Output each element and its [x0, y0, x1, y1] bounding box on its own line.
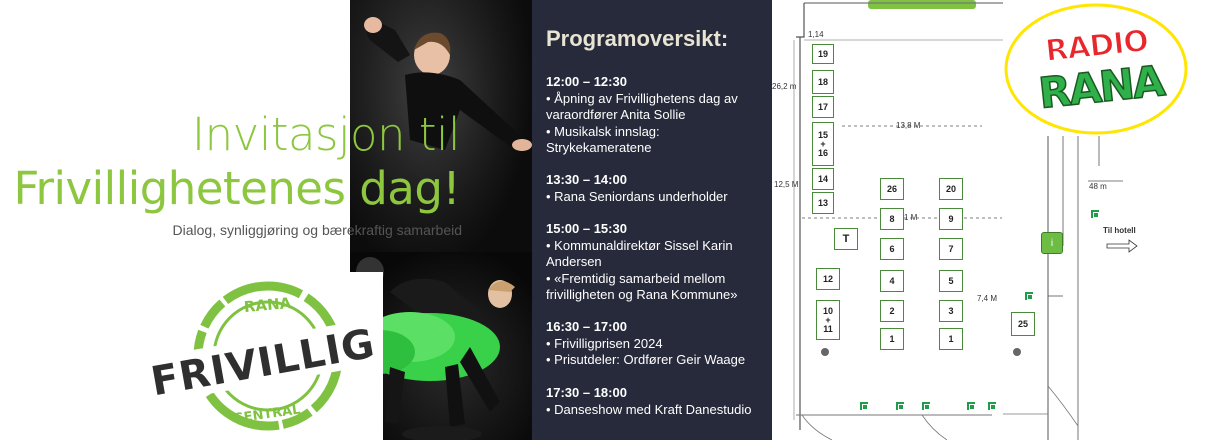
slot-time: 16:30 – 17:00: [546, 319, 627, 334]
slot-line: frivilligheten og Rana Kommune»: [546, 287, 738, 302]
slot-line: • Kommunaldirektør Sissel Karin: [546, 237, 733, 253]
invitation-subtitle: Dialog, synliggjøring og bærekraftig samarbeid: [172, 222, 462, 238]
info-point[interactable]: i: [1041, 232, 1063, 254]
program-slot: [546, 385, 771, 418]
emergency-exit-icon: [967, 402, 975, 410]
program-slot: [546, 319, 771, 369]
invitation-title-line1: Invitasjon til: [191, 108, 460, 161]
emergency-exit-icon: [1025, 292, 1033, 300]
floor-plan-right: [1003, 136, 1207, 440]
stand-2[interactable]: 2: [880, 300, 904, 322]
dim-width-2: 1 M: [904, 213, 918, 222]
svg-text:SENTRAL: SENTRAL: [233, 402, 302, 427]
slot-line: • Musikalsk innslag:: [546, 123, 660, 139]
stand-7[interactable]: 7: [939, 238, 963, 260]
stand-12[interactable]: 12: [816, 268, 840, 290]
stand-8[interactable]: 8: [880, 208, 904, 230]
stand-1b[interactable]: 1: [939, 328, 963, 350]
slot-line: • Frivilligprisen 2024: [546, 335, 663, 351]
program-title: Programoversikt:: [546, 26, 729, 51]
stand-14[interactable]: 14: [812, 168, 834, 190]
program-panel: [532, 0, 772, 440]
stand-18[interactable]: 18: [812, 70, 834, 94]
slot-line: • Prisutdeler: Ordfører Geir Waage: [546, 352, 746, 367]
stand-17[interactable]: 17: [812, 96, 834, 118]
slot-time: 15:00 – 15:30: [546, 221, 627, 236]
emergency-exit-icon: [922, 402, 930, 410]
slot-line: Andersen: [546, 254, 602, 269]
svg-text:RADIO: RADIO: [1043, 23, 1150, 70]
svg-text:FRIVILLIG: FRIVILLIG: [147, 320, 379, 406]
stand-20[interactable]: 20: [939, 178, 963, 200]
radio-rana-logo: [1003, 2, 1189, 136]
stand-4[interactable]: 4: [880, 270, 904, 292]
invitation-block: [0, 0, 470, 250]
stand-26[interactable]: 26: [880, 178, 904, 200]
stand-10-11[interactable]: 10 + 11: [816, 300, 840, 340]
slot-time: 12:00 – 12:30: [546, 74, 627, 89]
emergency-exit-icon: [988, 402, 996, 410]
to-hotel-label: Til hotell: [1103, 226, 1136, 235]
dim-height-2: 12,5 M: [774, 180, 799, 189]
program-slot: [546, 74, 771, 157]
stand-5[interactable]: 5: [939, 270, 963, 292]
emergency-exit-icon: [896, 402, 904, 410]
slot-line: varaordfører Anita Sollie: [546, 107, 686, 122]
floor-plan: [772, 0, 1003, 440]
slot-line: • Danseshow med Kraft Danestudio: [546, 401, 752, 417]
slot-line: • Rana Seniordans underholder: [546, 188, 728, 204]
stand-3[interactable]: 3: [939, 300, 963, 322]
slot-line: • «Fremtidig samarbeid mellom: [546, 270, 726, 286]
stand-25[interactable]: 25: [1011, 312, 1035, 336]
stand-6[interactable]: 6: [880, 238, 904, 260]
stand-19[interactable]: 19: [812, 44, 834, 64]
invitation-title-line2: Frivillighetenes dag!: [13, 162, 460, 215]
dim-right: 48 m: [1089, 182, 1107, 191]
dim-width-1: 13,8 M: [896, 121, 921, 130]
svg-text:RANA: RANA: [243, 293, 292, 317]
program-slot: [546, 172, 771, 205]
slot-time: 13:30 – 14:00: [546, 172, 627, 187]
program-slot: [546, 221, 771, 304]
rana-frivilligsentral-logo: [143, 272, 383, 440]
stand-9[interactable]: 9: [939, 208, 963, 230]
stand-13[interactable]: 13: [812, 192, 834, 214]
emergency-exit-icon: [860, 402, 868, 410]
stand-1a[interactable]: 1: [880, 328, 904, 350]
slot-line: Strykekameratene: [546, 140, 652, 155]
dim-width-3: 7,4 M: [977, 294, 998, 303]
emergency-exit-icon: [1091, 210, 1099, 218]
slot-time: 17:30 – 18:00: [546, 385, 627, 400]
slot-line: • Åpning av Frivillighetens dag av: [546, 90, 738, 106]
stand-t[interactable]: T: [834, 228, 858, 250]
svg-text:RANA: RANA: [1036, 56, 1166, 118]
stand-15-16[interactable]: 15 + 16: [812, 122, 834, 166]
dim-top-left: 1,14: [808, 30, 824, 39]
dim-height-1: 26,2 m: [772, 82, 797, 91]
